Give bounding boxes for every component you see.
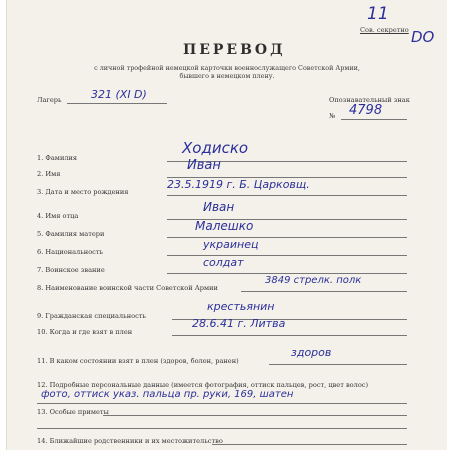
field-label-rank: 7. Воинское звание (37, 266, 105, 274)
archive-number: 11 (367, 4, 389, 24)
document-page (6, 0, 447, 450)
field-value-birth: 23.5.1919 г. Б. Царковщ. (167, 178, 310, 191)
subtitle-line-1: с личной трофейной немецкой карточки военнослужащего Советской Армии, (94, 64, 360, 72)
field-line (172, 335, 407, 336)
field-label-surname: 1. Фамилия (37, 154, 78, 162)
field-label-mother: 5. Фамилия матери (37, 230, 105, 238)
field-value-father: Иван (203, 200, 235, 214)
field-line (37, 403, 407, 404)
id-tag-value: 4798 (349, 103, 383, 118)
handwritten-mark: DO (411, 28, 435, 46)
camp-line (67, 103, 167, 104)
field-label-name: 2. Имя (37, 170, 61, 178)
field-line (269, 364, 407, 365)
field-line (103, 415, 407, 416)
secret-label: Сов. секретно (360, 26, 409, 34)
field-value-condition: здоров (291, 346, 332, 359)
field-line (212, 444, 407, 445)
field-label-profession: 9. Гражданская специальность (37, 312, 147, 320)
camp-value: 321 (XI D) (91, 88, 147, 101)
id-tag-label: Опознавательный знак (329, 96, 410, 104)
number-sign: № (329, 112, 336, 120)
field-line (167, 195, 407, 196)
field-label-marks: 13. Особые приметы (37, 408, 109, 416)
field-label-captured: 10. Когда и где взят в плен (37, 328, 133, 336)
field-value-personal: фото, оттиск указ. пальца пр. руки, 169, шатен (41, 389, 294, 400)
field-line (241, 291, 407, 292)
field-value-profession: крестьянин (207, 300, 275, 313)
field-label-father: 4. Имя отца (37, 212, 79, 220)
field-line (167, 273, 407, 274)
field-value-nationality: украинец (203, 238, 259, 251)
field-label-relatives: 14. Ближайшие родственники и их местожительство (37, 437, 223, 445)
field-value-captured: 28.6.41 г. Литва (192, 317, 286, 330)
field-value-surname: Ходиско (182, 139, 249, 157)
camp-label: Лагерь (37, 96, 62, 104)
id-tag-line (341, 119, 407, 120)
field-label-nationality: 6. Национальность (37, 248, 104, 256)
field-value-mother: Малешко (195, 219, 254, 233)
field-value-name: Иван (187, 158, 221, 173)
field-label-condition: 11. В каком состоянии взят в плен (здоров, болен, ранен) (37, 357, 239, 365)
document-title: ПЕРЕВОД (183, 42, 286, 58)
field-label-birth: 3. Дата и место рождения (37, 188, 129, 196)
field-line (37, 428, 407, 429)
field-value-rank: солдат (203, 256, 244, 269)
subtitle-line-2: бывшего в немецком плену. (179, 72, 275, 80)
field-label-unit: 8. Наименование воинской части Советской Армии (37, 284, 218, 292)
field-value-unit: 3849 стрелк. полк (265, 275, 362, 286)
document-subtitle (77, 64, 377, 80)
field-label-personal: 12. Подробные персональные данные (имеется фотография, оттиск пальцев, рост, цвет волос) (37, 381, 369, 389)
